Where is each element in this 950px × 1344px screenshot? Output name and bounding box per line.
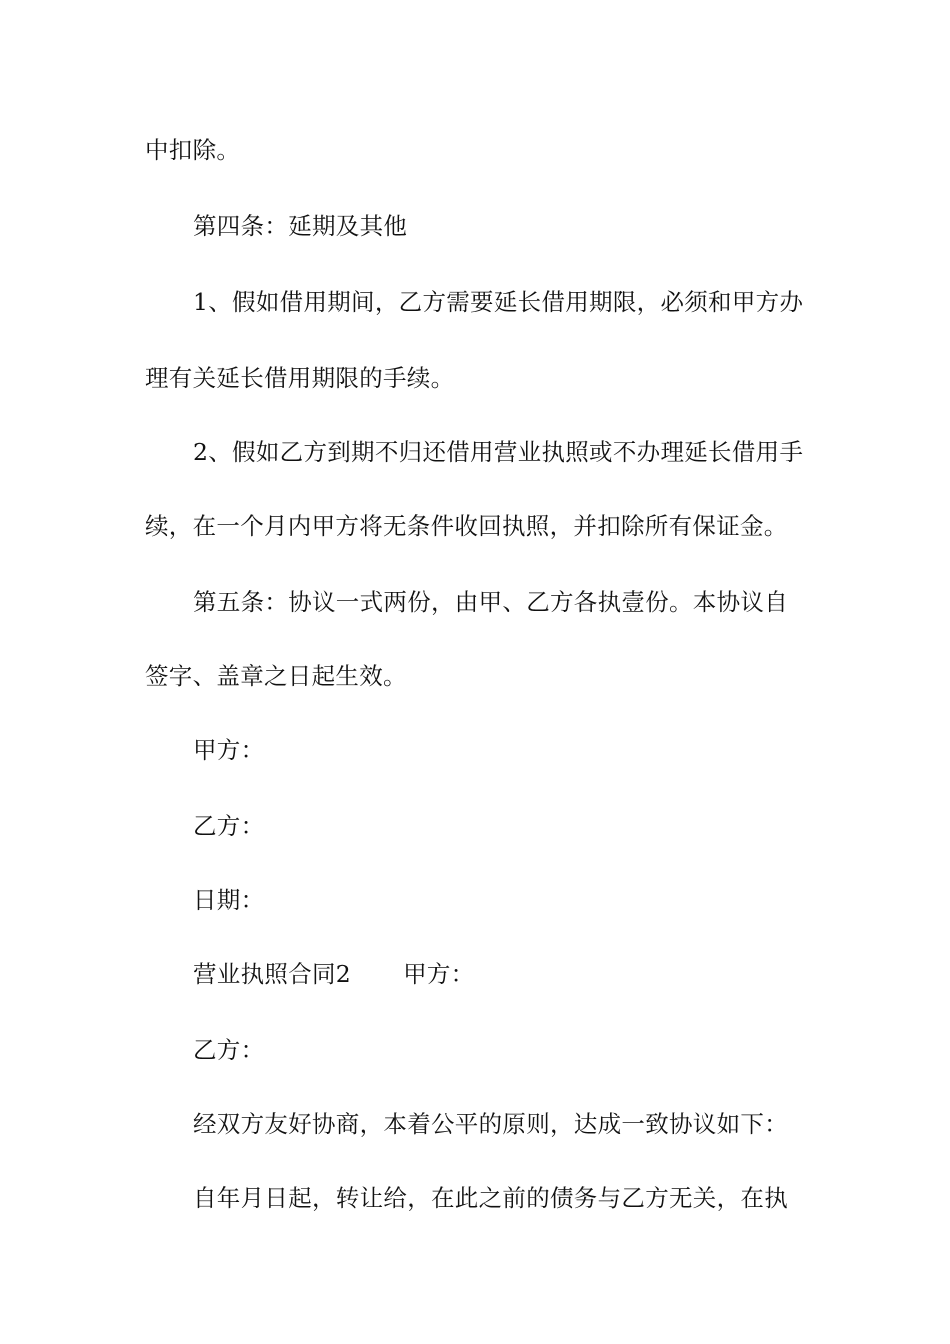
text-line: 2、假如乙方到期不归还借用营业执照或不办理延长借用手 [193,438,804,466]
party-a-label: 甲方： [403,960,475,988]
text-line: 中扣除。 [145,136,241,164]
text-line: 续，在一个月内甲方将无条件收回执照，并扣除所有保证金。 [145,512,788,540]
signature-party-b-label: 乙方： [193,812,265,840]
text-line: 签字、盖章之日起生效。 [145,662,407,690]
signature-party-a-label: 甲方： [193,736,265,764]
section-heading: 第五条：协议一式两份，由甲、乙方各执壹份。本协议自 [193,588,788,616]
text-line: 自年月日起，转让给，在此之前的债务与乙方无关，在执 [193,1184,788,1212]
text-line: 理有关延长借用期限的手续。 [145,364,455,392]
text-line: 1、假如借用期间，乙方需要延长借用期限，必须和甲方办 [193,288,804,316]
section-heading: 第四条：延期及其他 [193,212,408,240]
text-line: 经双方友好协商，本着公平的原则，达成一致协议如下： [193,1110,788,1138]
party-b-label: 乙方： [193,1036,265,1064]
contract-title: 营业执照合同2 [193,960,352,988]
signature-date-label: 日期： [193,886,265,914]
contract-title-line [193,956,873,992]
